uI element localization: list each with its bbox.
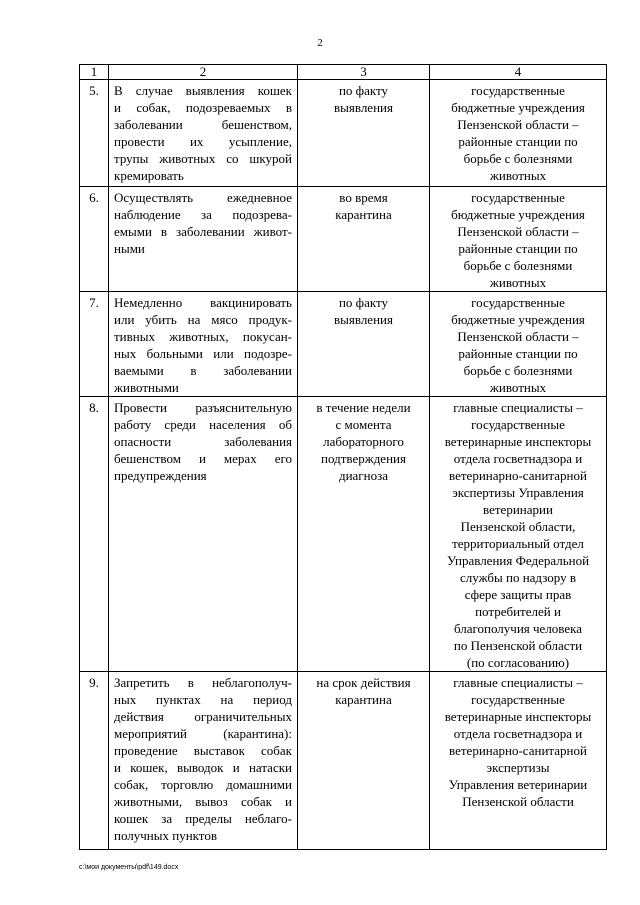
row-number-cell: 6. <box>80 187 109 292</box>
responsible-cell-line: борьбе с болезнями <box>463 363 573 378</box>
responsible-cell-line: экспертизы <box>486 760 550 775</box>
responsible-cell-line: службы по надзору в <box>460 570 576 585</box>
action-cell-line: заболевании бешенством, <box>114 117 292 132</box>
responsible-cell-line: ветеринарные инспекторы <box>444 709 592 724</box>
term-cell-line: на срок действия <box>316 675 411 690</box>
responsible-cell-line: Управления ветеринарии <box>448 777 588 792</box>
responsible-cell-line: Пензенской области, <box>460 519 576 534</box>
term-cell-line: подтверждения <box>321 451 406 466</box>
responsible-cell-line: ветеринарно-санитарной <box>449 468 587 483</box>
table-row <box>80 80 607 187</box>
action-cell-line: предупреждения <box>114 468 207 483</box>
action-cell-line: тивных животных, покусан- <box>114 329 292 344</box>
action-cell-line: опасности заболевания <box>114 434 292 449</box>
responsible-cell-line: экспертизы Управления <box>452 485 584 500</box>
action-cell-line: собак, торговлю домашними <box>114 777 292 792</box>
term-cell-line: выявления <box>334 312 393 327</box>
term-cell-line: карантина <box>335 207 392 222</box>
action-cell-line: емыми в заболевании живот- <box>114 224 292 239</box>
responsible-cell-line: районные станции по <box>458 346 578 361</box>
action-cell-line: ными <box>114 241 145 256</box>
term-cell-line: выявления <box>334 100 393 115</box>
row-number-cell: 5. <box>80 80 109 187</box>
action-cell-line: работу среди населения об <box>114 417 292 432</box>
term-cell <box>298 672 430 850</box>
responsible-cell-line: потребителей и <box>475 604 561 619</box>
term-cell-line: по факту <box>338 295 389 310</box>
action-cell <box>109 187 298 292</box>
row-number-cell: 8. <box>80 397 109 672</box>
responsible-cell-line: ветеринарии <box>483 502 553 517</box>
action-cell-line: мероприятий (карантина): <box>114 726 292 741</box>
document-file-path: c:\мои документы\pdf\149.docx <box>79 864 179 871</box>
term-cell-line: в течение недели <box>316 400 411 415</box>
action-cell <box>109 397 298 672</box>
term-cell <box>298 397 430 672</box>
action-cell-line: и кошек, выводок и натаски <box>114 760 292 775</box>
responsible-cell-line: бюджетные учреждения <box>451 312 585 327</box>
responsible-cell-line: ветеринарные инспекторы <box>444 434 592 449</box>
responsible-cell-line: сфере защиты прав <box>464 587 572 602</box>
table-row <box>80 397 607 672</box>
responsible-cell-line: отдела госветнадзора и <box>453 451 583 466</box>
responsible-cell-line: борьбе с болезнями <box>463 151 573 166</box>
responsible-cell-line: Пензенской области <box>462 794 574 809</box>
action-cell-line: провести их усыпление, <box>114 134 292 149</box>
action-cell-line: ных больными или подозре- <box>114 346 292 361</box>
header-cell-col-3: 3 <box>298 65 430 80</box>
term-cell <box>298 292 430 397</box>
term-cell-line: во время <box>339 190 388 205</box>
action-cell <box>109 672 298 850</box>
responsible-cell-line: государственные <box>471 190 565 205</box>
responsible-cell <box>430 672 607 850</box>
action-cell-line: кошек за пределы неблаго- <box>114 811 292 826</box>
action-cell-line: животными <box>114 380 179 395</box>
responsible-cell-line: животных <box>489 168 547 183</box>
action-cell-line: бешенством и мерах его <box>114 451 292 466</box>
responsible-cell <box>430 187 607 292</box>
responsible-cell-line: государственные <box>471 295 565 310</box>
action-cell-line: действия ограничительных <box>114 709 292 724</box>
table-row <box>80 187 607 292</box>
action-cell-line: кремировать <box>114 168 184 183</box>
action-cell <box>109 292 298 397</box>
responsible-cell-line: Пензенской области – <box>457 329 579 344</box>
action-cell-line: или убить на мясо продук- <box>114 312 292 327</box>
responsible-cell <box>430 292 607 397</box>
responsible-cell-line: главные специалисты – <box>453 675 583 690</box>
action-cell-line: получных пунктов <box>114 828 217 843</box>
responsible-cell-line: государственные <box>471 417 565 432</box>
responsible-cell-line: отдела госветнадзора и <box>453 726 583 741</box>
term-cell-line: лабораторного <box>323 434 404 449</box>
responsible-cell-line: государственные <box>471 692 565 707</box>
action-cell-line: проведение выставок собак <box>114 743 292 758</box>
action-cell-line: Запретить в неблагополуч- <box>114 675 292 690</box>
action-cell-line: Провести разъяснительную <box>114 400 292 415</box>
responsible-cell-line: (по согласованию) <box>466 655 570 670</box>
table-row <box>80 292 607 397</box>
term-cell-line: по факту <box>338 83 389 98</box>
responsible-cell-line: Пензенской области – <box>457 117 579 132</box>
responsible-cell-line: животных <box>489 275 547 290</box>
header-cell-col-4: 4 <box>430 65 607 80</box>
action-cell-line: Немедленно вакцинировать <box>114 295 292 310</box>
responsible-cell-line: главные специалисты – <box>453 400 583 415</box>
header-cell-col-2: 2 <box>109 65 298 80</box>
row-number-cell: 7. <box>80 292 109 397</box>
table-header-row <box>80 65 607 80</box>
term-cell-line: с момента <box>335 417 392 432</box>
responsible-cell-line: территориальный отдел <box>452 536 584 551</box>
action-cell-line: и собак, подозреваемых в <box>114 100 292 115</box>
responsible-cell-line: районные станции по <box>458 134 578 149</box>
responsible-cell-line: государственные <box>471 83 565 98</box>
action-cell-line: трупы животных со шкурой <box>114 151 292 166</box>
row-number-cell: 9. <box>80 672 109 850</box>
action-cell-line: ваемыми в заболевании <box>114 363 292 378</box>
responsible-cell-line: бюджетные учреждения <box>451 207 585 222</box>
action-cell <box>109 80 298 187</box>
responsible-cell <box>430 80 607 187</box>
action-cell-line: В случае выявления кошек <box>114 83 292 98</box>
page-number: 2 <box>317 37 323 49</box>
term-cell <box>298 187 430 292</box>
action-cell-line: животными, вывоз собак и <box>114 794 292 809</box>
responsible-cell-line: районные станции по <box>458 241 578 256</box>
table-row <box>80 672 607 850</box>
header-cell-col-1: 1 <box>80 65 109 80</box>
measures-table <box>79 64 607 850</box>
responsible-cell-line: по Пензенской области <box>453 638 583 653</box>
responsible-cell-line: борьбе с болезнями <box>463 258 573 273</box>
responsible-cell-line: Пензенской области – <box>457 224 579 239</box>
responsible-cell-line: животных <box>489 380 547 395</box>
term-cell <box>298 80 430 187</box>
responsible-cell-line: благополучия человека <box>453 621 583 636</box>
action-cell-line: наблюдение за подозрева- <box>114 207 292 222</box>
term-cell-line: карантина <box>335 692 392 707</box>
action-cell-line: Осуществлять ежедневное <box>114 190 292 205</box>
responsible-cell-line: Управления Федеральной <box>446 553 590 568</box>
responsible-cell <box>430 397 607 672</box>
responsible-cell-line: бюджетные учреждения <box>451 100 585 115</box>
responsible-cell-line: ветеринарно-санитарной <box>449 743 587 758</box>
term-cell-line: диагноза <box>338 468 389 483</box>
action-cell-line: ных пунктах на период <box>114 692 292 707</box>
